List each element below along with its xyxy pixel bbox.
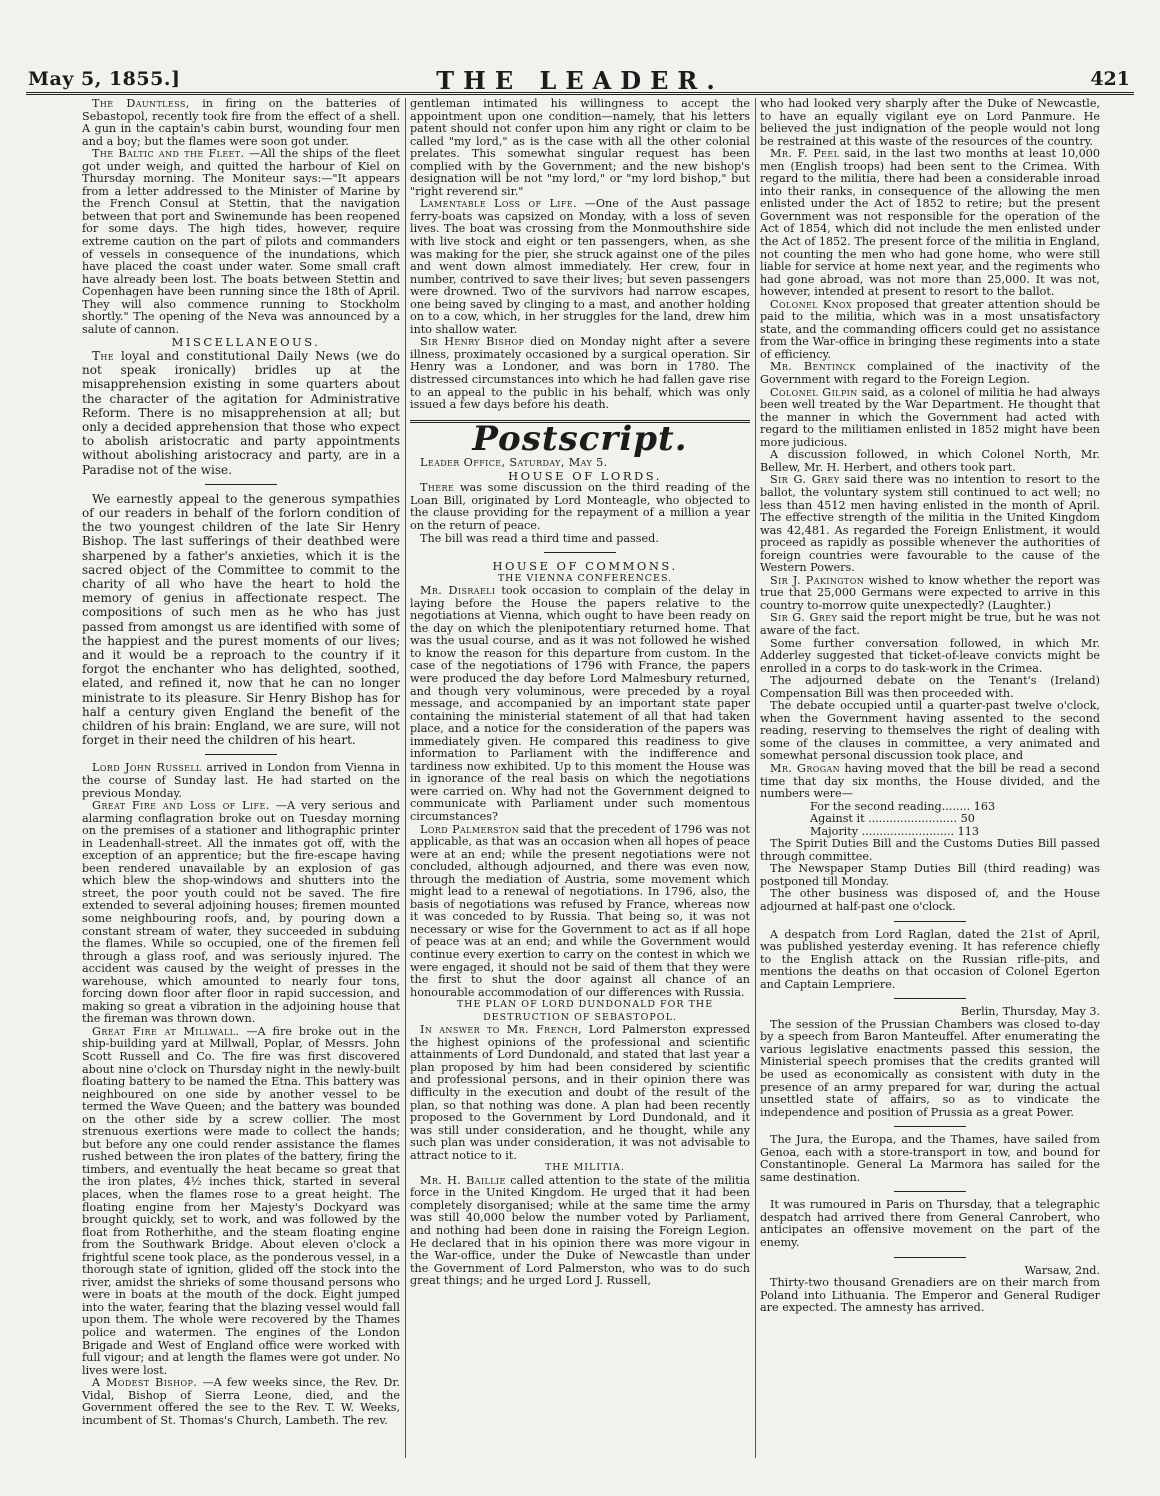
paragraph-text: died on Monday night after a severe illness, proximately occasioned by a surgical operation. Sir Henry was a Londoner, and was born in 1780. The distressed circumstances into which he had fallen gave rise to an appeal to the public in his behalf, which was only issued a few days before his death.	[410, 335, 750, 412]
paragraph-text: The session of the Prussian Chambers was closed to-day by a speech from Baron Manteuffel. After enumerating the various legislative enactments passed this session, the Ministerial speech promises that the credits granted will be used as economically as consistent with duty in the presence of an army prepared for war, during the actual unsettled state of affairs, so as to vindicate the independence and position of Prussia as a great Power.	[760, 1017, 1100, 1119]
section-heading: HOUSE OF LORDS.	[508, 468, 662, 483]
paragraph-text: said that the precedent of 1796 was not applicable, as that was an occasion when all hopes of peace were at an end; while the present negotiations were not concluded, although adjourned, and there was even now, through the mediation of Austria, some movement which might lead to a renewal of negotiations. In 1796, also, the basis of negotiations was refused by France, whereas now it was conceded to by Russia. That being so, it was not necessary or wise for the Government to act as if all hope of peace was at an end; and while the Government would continue every exertion to carry on the contest in which we were engaged, it should not be said of them that they were the first to shut the door against all chance of an honourable accommodation of our differences with Russia.	[410, 822, 750, 999]
paragraph-text: who had looked very sharply after the Duke of Newcastle, to have an equally vigilant eye on Lord Panmure. He believed the just indignation of the people would not long be restrained at this waste of the resources of the country.	[760, 98, 1100, 148]
paragraph-text: —All the ships of the fleet got under weigh, and quitted the harbour of Kiel on Thursday morning. The Moniteur says:—"It appears from a letter addressed to the Minister of Marine by the French Consul at Stettin, that the navigation between that port and Swinemunde has been reopened for some days. The high tides, however, require extreme caution on the part of pilots and commanders of vessels in consequence of the inundations, which have placed the coast under water. Some small craft have already been lost. The boats between Stettin and Copenhagen have been running since the 18th of April. They will also commence running to Stockholm shortly." The opening of the Neva was announced by a salute of cannon.	[82, 147, 400, 336]
paragraph	[82, 349, 400, 477]
paragraph-lead: Sir Henry Bishop	[420, 335, 525, 349]
column-divider	[755, 98, 756, 1458]
paragraph-lead: Colonel Gilpin	[770, 385, 858, 399]
paragraph	[410, 98, 750, 198]
paragraph	[410, 533, 750, 546]
paragraph-text: loyal and constitutional Daily News (we do not speak ironically) bridles up at the misapprehension existing in some quarters about the character of the agitation for Administrative Reform. There is no misapprehension at all; but only a decided apprehension that those who expect to abolish aristocratic and party appointments without abolishing aristocracy and party, are in a Paradise not of the wise.	[82, 348, 400, 477]
paragraph-text: said there was no intention to resort to the ballot, the voluntary system still continued to act well; no less than 4512 men having enlisted in the month of April. The effective strength of the militia in the United Kingdom was 42,481. As regarded the Foreign Enlistment, it would proceed as rapidly as possible whenever the authorities of foreign countries were favourable to the cause of the Western Powers.	[760, 473, 1100, 575]
paragraph	[760, 575, 1100, 613]
paragraph-text: gentleman intimated his willingness to accept the appointment upon one condition—namely, that his letters patent should not confer upon him any right or claim to be called "my lord," as is the case with all the other colonial prelates. This somewhat singular request has been complied with by the Government; and the new bishop's designation will be not "my lord," or "my lord bishop," but "right reverend sir."	[410, 98, 750, 198]
paragraph-lead: Lamentable Loss of Life.	[420, 197, 577, 211]
paragraph-text: A discussion followed, in which Colonel North, Mr. Bellew, Mr. H. Herbert, and others took part.	[760, 448, 1100, 474]
dateline: Berlin, Thursday, May 3.	[960, 1005, 1100, 1019]
paragraph	[410, 824, 750, 1000]
section-rule	[894, 1257, 966, 1258]
paragraph	[760, 1019, 1100, 1119]
paragraph-text: proposed that greater attention should be paid to the militia, which was in a most unsatisfactory state, and the commanding officers could get no assistance from the War-office in bringing these regiments into a state of efficiency.	[760, 297, 1100, 361]
vote-line: For the second reading........ 163	[810, 799, 996, 813]
sub-heading: THE VIENNA CONFERENCES.	[497, 572, 673, 584]
paragraph-text: in firing on the batteries of Sebastopol, recently took fire from the effect of a shell. A gun in the captain's cabin burst, wounding four men and a boy; but the flames were soon got under.	[82, 98, 400, 148]
section-rule	[894, 921, 966, 922]
paragraph	[82, 148, 400, 336]
paragraph-lead: Mr. Bentinck	[770, 360, 856, 374]
paragraph	[760, 449, 1100, 474]
paragraph-text: was some discussion on the third reading of the Loan Bill, originated by Lord Monteagle, who objected to the clause providing for the repayment of a million a year on the return of peace.	[410, 481, 750, 532]
paragraph	[410, 336, 750, 411]
vote-line: Against it ......................... 50	[810, 812, 975, 826]
paragraph-lead: In answer to Mr. French,	[420, 1023, 583, 1037]
paragraph	[82, 762, 400, 800]
dateline: Leader Office, Saturday, May 5.	[420, 456, 608, 470]
paragraph-text: It was rumoured in Paris on Thursday, that a telegraphic despatch had arrived there from General Canrobert, who anticipates an offensive movement on the part of the enemy.	[760, 1198, 1100, 1250]
paragraph	[410, 585, 750, 823]
column-3	[760, 98, 1100, 1458]
paragraph	[760, 361, 1100, 386]
paragraph-lead: Great Fire and Loss of Life.	[92, 799, 270, 813]
column-divider	[405, 98, 406, 1458]
paragraph-lead: Lord John Russell	[92, 761, 202, 775]
paragraph	[82, 800, 400, 1026]
paragraph-text: The adjourned debate on the Tenant's (Ireland) Compensation Bill was then proceeded with.	[760, 674, 1100, 700]
paragraph-text: Thirty-two thousand Grenadiers are on their march from Poland into Lithuania. The Emperor and General Rudiger are expected. The amnesty has arrived.	[760, 1276, 1100, 1315]
paragraph-text: took occasion to complain of the delay in laying before the House the papers relative to the negotiations at Vienna, which ought to have been ready on the day on which the plenipotentiary returned home. That was the usual course, and as it was not followed he wished to know the reason for this departure from custom. In the case of the negotiations of 1796 with France, the papers were produced the day before Lord Malmesbury returned, and though very voluminous, were preceded by a royal message, and accompanied by an important state paper containing the ministerial statement of all that had taken place, and a notice for the consideration of the papers was immediately given. He compared this readiness to give information to Parliament with the indifference and tardiness now exhibited. Up to this moment the House was in ignorance of the real basis on which the negotiations were carried on. Why had not the Government deigned to communicate with Parliament under such momentous circumstances?	[410, 584, 750, 823]
paragraph-text: complained of the inactivity of the Government with regard to the Foreign Legion.	[760, 360, 1100, 387]
paragraph-text: Lord Palmerston expressed the highest opinions of the professional and scientific attainments of Lord Dundonald, and stated that last year a plan proposed by him had been considered by scientific and professional persons, and in their opinion there was difficulty in the execution and doubt of the result of the plan, so that nothing was done. A plan had been recently proposed to the Government by Lord Dundonald, and it was still under consideration, and he thought, while any such plan was under consideration, it was not advisable to attract notice to it.	[410, 1023, 750, 1162]
paragraph-text: said, in the last two months at least 10,000 men (English troops) had been sent to the Crimea. With regard to the militia, there had been a considerable inroad into their ranks, in consequence of the allowing the men enlisted under the Act of 1852 to retire; but the present Government was not responsible for the operation of the Act of 1854, which did not include the men enlisted under the Act of 1852. The present force of the militia in England, not counting the men who had gone home, who were still liable for service at home next year, and the regiments who had gone abroad, was not more than 25,000. It was not, however, intended at present to resort to the ballot.	[760, 147, 1100, 299]
paragraph-text: —One of the Aust passage ferry-boats was capsized on Monday, with a loss of seven lives. The boat was crossing from the Monmouthshire side with live stock and eight or ten passengers, when, as she was making for the pier, she struck against one of the piles and went down almost immediately. Her crew, four in number, contrived to save their lives; but seven passengers were drowned. Two of the survivors had narrow escapes, one being saved by clinging to a mast, and another holding on to a cow, which, in her struggles for the land, drew him into shallow water.	[410, 197, 750, 336]
paragraph-lead: There	[420, 481, 455, 495]
dateline: Warsaw, 2nd.	[1024, 1263, 1100, 1277]
paragraph	[760, 98, 1100, 148]
paragraph-lead: Mr. F. Peel	[770, 147, 840, 161]
paragraph-lead: Sir G. Grey	[770, 611, 838, 625]
paragraph-text: The Jura, the Europa, and the Thames, have sailed from Genoa, each with a store-transport in tow, and bound for Constantinople. General La Marmora has sailed for the same destination.	[760, 1133, 1100, 1184]
paragraph-lead: The Dauntless,	[92, 98, 190, 110]
paragraph-lead: Mr. H. Baillie	[420, 1173, 506, 1187]
paragraph-lead: Sir J. Pakington	[770, 573, 865, 587]
paragraph	[410, 1175, 750, 1288]
paragraph-text: —A few weeks since, the Rev. Dr. Vidal, Bishop of Sierra Leone, died, and the Government offered the see to the Rev. T. W. Weeks, incumbent of St. Thomas's Church, Lambeth. The rev.	[82, 1376, 400, 1427]
paragraph	[760, 638, 1100, 676]
paragraph-lead: Great Fire at Millwall.	[92, 1024, 240, 1038]
paragraph-text: We earnestly appeal to the generous sympathies of our readers in behalf of the forlorn condition of the two youngest children of the late Sir Henry Bishop. The last sufferings of their deathbed were sharpened by a father's anxieties, which it is the sacred object of the Committee to commit to the charity of all who have the heart to hold the memory of genius in affectionate respect. The compositions of such men as he who has just passed from amongst us are identified with some of the happiest and the purest moments of our lives; and it would be a reproach to the country if it forgot the enchanter who has delighted, soothed, elated, and refined it, now that he can no longer ministrate to its pleasure. Sir Henry Bishop has for half a century given England the benefit of the children of his brain: England, we are sure, will not forget in their need the children of his heart.	[82, 491, 400, 748]
paragraph	[760, 1199, 1100, 1249]
section-rule	[544, 552, 616, 553]
paragraph-lead: A Modest Bishop.	[92, 1376, 198, 1390]
paragraph	[410, 1024, 750, 1162]
paragraph	[410, 198, 750, 336]
paragraph-text: A despatch from Lord Raglan, dated the 21st of April, was published yesterday evening. It has reference chiefly to the English attack on the Russian rifle-pits, and mentions the deaths on that occasion of Colonel Egerton and Captain Lempriere.	[760, 927, 1100, 991]
paragraph-text: The Spirit Duties Bill and the Customs Duties Bill passed through committee.	[760, 837, 1100, 863]
paragraph	[760, 888, 1100, 913]
paragraph-text: —A fire broke out in the ship-building yard at Millwall, Poplar, of Messrs. John Scott Russell and Co. The fire was first discovered about nine o'clock on Thursday night in the newly-built floating battery to be named the Etna. This battery was neighboured on one side by another vessel to be termed the Wave Queen; and the battery was bounded on the other side by a screw collier. The most strenuous exertions were made to collect the hands; but before any one could render assistance the flames rushed between the iron plates of the battery, firing the timbers, and eventually the heat became so great that the iron plates, 4½ inches thick, started in several places, when the flames rose to a great height. The floating engine from her Majesty's Dockyard was brought quickly, set to work, and was followed by the float from Rotherhithe, and the steam floating engine from the Southwark Bridge. About eleven o'clock a frightful scene took place, as the ponderous vessel, in a thorough state of ignition, glided off the stock into the river, amidst the shrieks of some thousand persons who were in boats at the mouth of the dock. Eight jumped into the water, fearing that the blazing vessel would fall upon them. The whole were recovered by the Thames police and watermen. The engines of the London Brigade and West of England office were worked with full vigour; and at length the flames were got under. No lives were lost.	[82, 1024, 400, 1377]
column-2	[410, 98, 750, 1458]
paragraph	[760, 929, 1100, 992]
newspaper-title: THE LEADER.	[436, 66, 724, 95]
issue-date: May 5, 1855.]	[28, 68, 181, 90]
paragraph	[760, 763, 1100, 801]
paragraph-text: Some further conversation followed, in which Mr. Adderley suggested that ticket-of-leave convicts might be enrolled in a corps to do task-work in the Crimea.	[760, 636, 1100, 675]
section-heading: MISCELLANEOUS.	[171, 335, 321, 350]
masthead-rule	[26, 92, 1134, 95]
paragraph-text: wished to know whether the report was true that 25,000 Germans were expected to arrive in this country to-morrow quite unexpectedly? (Laughter.)	[760, 573, 1100, 612]
sub-heading: THE PLAN OF LORD DUNDONALD FOR THE DESTRUCTION OF SEBASTOPOL.	[456, 999, 714, 1023]
section-rule	[894, 998, 966, 999]
paragraph-text: The other business was disposed of, and the House adjourned at half-past one o'clock.	[760, 887, 1100, 913]
sub-heading: THE MILITIA.	[544, 1162, 626, 1174]
paragraph-lead: Mr. Grogan	[770, 761, 841, 775]
paragraph	[82, 1377, 400, 1427]
section-rule	[205, 754, 277, 755]
paragraph-lead: The Baltic and the Fleet.	[92, 147, 245, 161]
paragraph-text: —A very serious and alarming conflagration broke out on Tuesday morning on the premises of a stationer and lithographic printer in Leadenhall-street. All the inmates got off, with the exception of an apprentice; but the fire-escape having been rendered unavailable by an explosion of gas which blew the shop-windows and shutters into the street, the poor youth could not be saved. The fire extended to several adjoining houses; firemen mounted some neighbouring roofs, and, by pouring down a constant stream of water, they succeeded in subduing the flames. While so occupied, one of the firemen fell through a glass roof, and was seriously injured. The accident was caused by the weight of presses in the warehouse, which amounted to nearly four tons, forcing down floor after floor in rapid succession, and making so great a vibration in the adjoining house that the fireman was thrown down.	[82, 799, 400, 1026]
paragraph	[82, 492, 400, 748]
paragraph-lead: Lord Palmerston	[420, 822, 520, 836]
vote-line: Majority .......................... 113	[810, 824, 979, 838]
paragraph	[760, 299, 1100, 362]
paragraph-text: said, as a colonel of militia he had always been well treated by the War Department. He thought that the manner in which the Government had acted with regard to the militiamen enlisted in 1852 might have been more judicious.	[760, 385, 1100, 449]
paragraph	[760, 863, 1100, 888]
paragraph-text: arrived in London from Vienna in the course of Sunday last. He had started on the previous Monday.	[82, 761, 400, 800]
paragraph	[760, 148, 1100, 299]
page-number: 421	[1090, 68, 1130, 90]
paragraph	[410, 482, 750, 532]
section-heading: HOUSE OF COMMONS.	[492, 559, 678, 574]
paragraph-lead: Sir G. Grey	[770, 473, 840, 487]
paragraph-lead: The	[92, 348, 115, 363]
paragraph	[760, 387, 1100, 450]
paragraph	[760, 1134, 1100, 1184]
paragraph	[760, 838, 1100, 863]
paragraph-text: The Newspaper Stamp Duties Bill (third reading) was postponed till Monday.	[760, 862, 1100, 888]
paragraph	[760, 675, 1100, 700]
paragraph	[760, 1277, 1100, 1315]
section-rule	[894, 1191, 966, 1192]
paragraph-text: The debate occupied until a quarter-past twelve o'clock, when the Government having assented to the second reading, reserving to themselves the right of dealing with some of the clauses in committee, a very animated and somewhat personal discussion took place, and	[760, 699, 1100, 763]
paragraph	[760, 700, 1100, 763]
postscript-heading: Postscript.	[472, 418, 688, 459]
column-1	[82, 98, 400, 1458]
paragraph	[760, 474, 1100, 574]
paragraph	[82, 1026, 400, 1377]
paragraph	[82, 98, 400, 148]
paragraph-text: having moved that the bill be read a second time that day six months, the House divided, and the numbers were—	[760, 761, 1100, 801]
paragraph-text: The bill was read a third time and passed.	[420, 531, 659, 545]
paragraph-text: called attention to the state of the militia force in the United Kingdom. He urged that it had been completely disorganised; while at the same time the army was still 40,000 below the number voted by Parliament, and nothing had been done in raising the Foreign Legion. He declared that in his opinion there was more vigour in the War-office, under the Duke of Newcastle than under the Government of Lord Palmerston, who was to do such great things; and he urged Lord J. Russell,	[410, 1173, 750, 1288]
section-rule	[205, 484, 277, 485]
paragraph	[760, 612, 1100, 637]
paragraph-lead: Colonel Knox	[770, 297, 852, 311]
paragraph-lead: Mr. Disraeli	[420, 584, 496, 598]
paragraph-text: said the report might be true, but he was not aware of the fact.	[760, 611, 1100, 637]
section-rule	[894, 1126, 966, 1127]
